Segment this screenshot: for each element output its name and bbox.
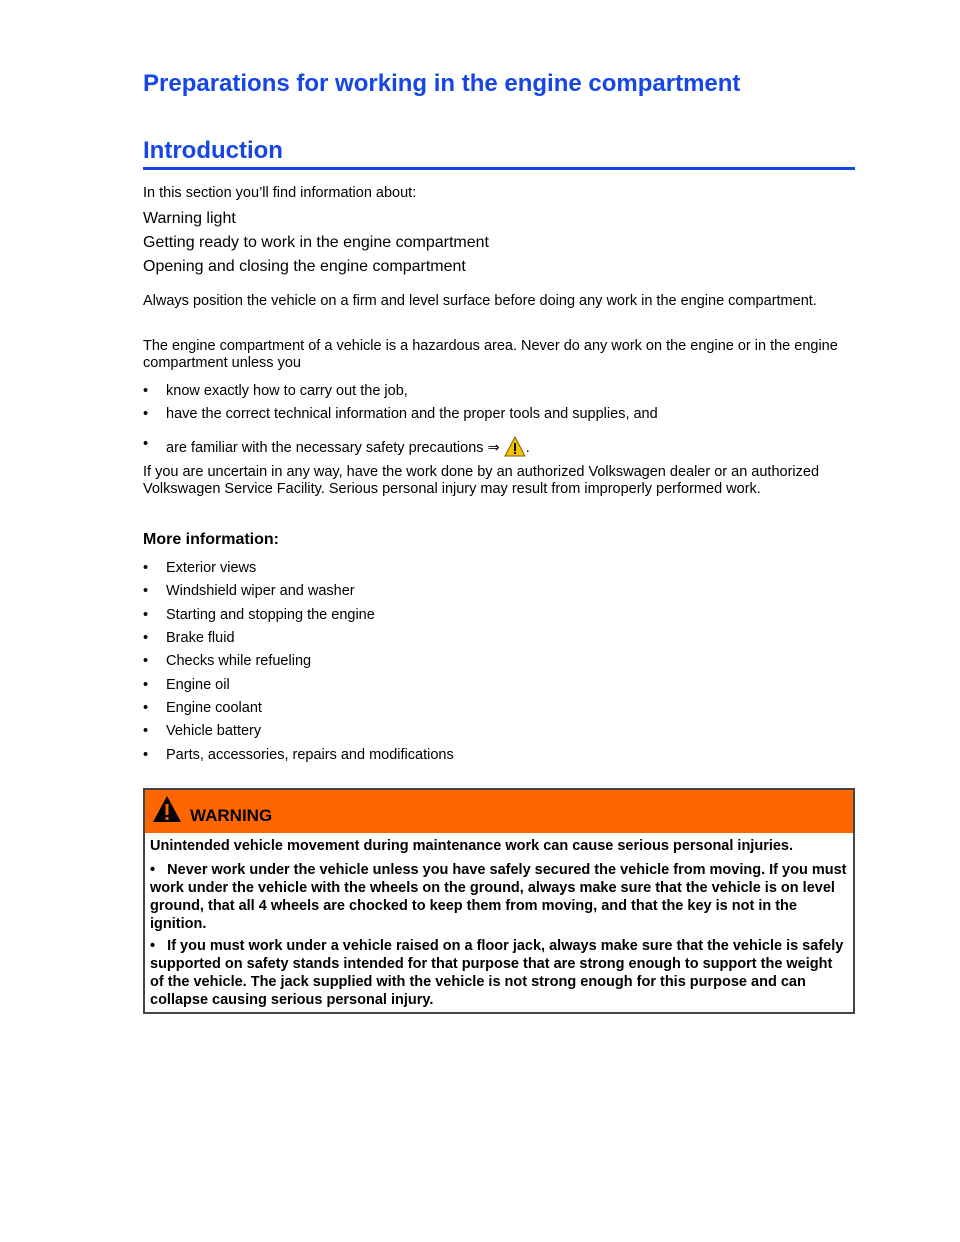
- bullet: •: [150, 862, 156, 878]
- more-info-label[interactable]: Checks while refueling: [166, 653, 312, 669]
- warning-item-text: If you must work under a vehicle raised on a floor jack, always make sure that the vehicle is safely supported on safety stands intended for that purpose that are strong enough to support the weight of the vehicle. The jack supplied with the vehicle is not strong enough for this purpose and can collapse causing serious personal injury.: [150, 938, 844, 1008]
- topic-link-opening-closing[interactable]: Opening and closing the engine compartment: [143, 258, 466, 275]
- more-info-heading: More information:: [143, 531, 279, 548]
- section-heading: Introduction: [143, 137, 855, 170]
- condition-text: are familiar with the necessary safety precautions ⇒: [166, 440, 500, 456]
- bullet: •: [150, 938, 156, 954]
- more-info-label[interactable]: Parts, accessories, repairs and modifications: [166, 747, 454, 763]
- more-info-label[interactable]: Engine coolant: [166, 700, 262, 716]
- more-info-label[interactable]: Starting and stopping the engine: [166, 607, 375, 623]
- condition-text-wrap: [166, 436, 530, 462]
- warning-item: [150, 861, 848, 933]
- bullet: •: [143, 436, 149, 452]
- warning-triangle-icon[interactable]: [504, 436, 526, 462]
- condition-text: have the correct technical information and the proper tools and supplies, and: [166, 406, 658, 422]
- more-info-label[interactable]: Exterior views: [166, 560, 257, 576]
- topic-link-getting-ready[interactable]: Getting ready to work in the engine compartment: [143, 234, 489, 251]
- page-title: Preparations for working in the engine compartment: [143, 70, 741, 97]
- bullet: •: [143, 723, 149, 739]
- paragraph-position-vehicle: Always position the vehicle on a firm and level surface before doing any work in the engine compartment.: [143, 293, 817, 309]
- warning-label: WARNING: [190, 806, 273, 825]
- warning-lead: Unintended vehicle movement during maintenance work can cause serious personal injuries.: [150, 838, 794, 854]
- bullet: •: [143, 630, 149, 646]
- more-info-label[interactable]: Engine oil: [166, 677, 230, 693]
- bullet: •: [143, 700, 149, 716]
- warning-item-text: Never work under the vehicle unless you have safely secured the vehicle from moving. If you must work under the vehicle with the wheels on the ground, always make sure that the vehicle is on level ground, that all 4 wheels are chocked to keep them from moving, and that the key is not in the ignition.: [150, 862, 847, 932]
- warning-box: [143, 788, 855, 1014]
- more-info-label[interactable]: Windshield wiper and washer: [166, 583, 355, 599]
- paragraph-uncertain: If you are uncertain in any way, have the work done by an authorized Volkswagen dealer or an authorized Volkswagen Service Facility. Serious personal injury may result from improperly performed work.: [143, 464, 820, 497]
- bullet: •: [143, 383, 149, 399]
- intro-text: In this section you’ll find information about:: [143, 185, 417, 201]
- bullet: •: [143, 583, 149, 599]
- warning-triangle-icon: [152, 795, 182, 828]
- bullet: •: [143, 653, 149, 669]
- more-info-label[interactable]: Vehicle battery: [166, 723, 262, 739]
- topic-link-warning-light[interactable]: Warning light: [143, 210, 236, 227]
- more-info-label[interactable]: Brake fluid: [166, 630, 235, 646]
- warning-header: [145, 790, 853, 833]
- paragraph-hazardous-area: The engine compartment of a vehicle is a hazardous area. Never do any work on the engine or in the engine compartment unless you: [143, 338, 838, 371]
- condition-text: know exactly how to carry out the job,: [166, 383, 408, 399]
- bullet: •: [143, 560, 149, 576]
- bullet: •: [143, 607, 149, 623]
- bullet: •: [143, 747, 149, 763]
- warning-item: [150, 937, 848, 1009]
- condition-suffix: .: [525, 440, 530, 456]
- bullet: •: [143, 677, 149, 693]
- bullet: •: [143, 406, 149, 422]
